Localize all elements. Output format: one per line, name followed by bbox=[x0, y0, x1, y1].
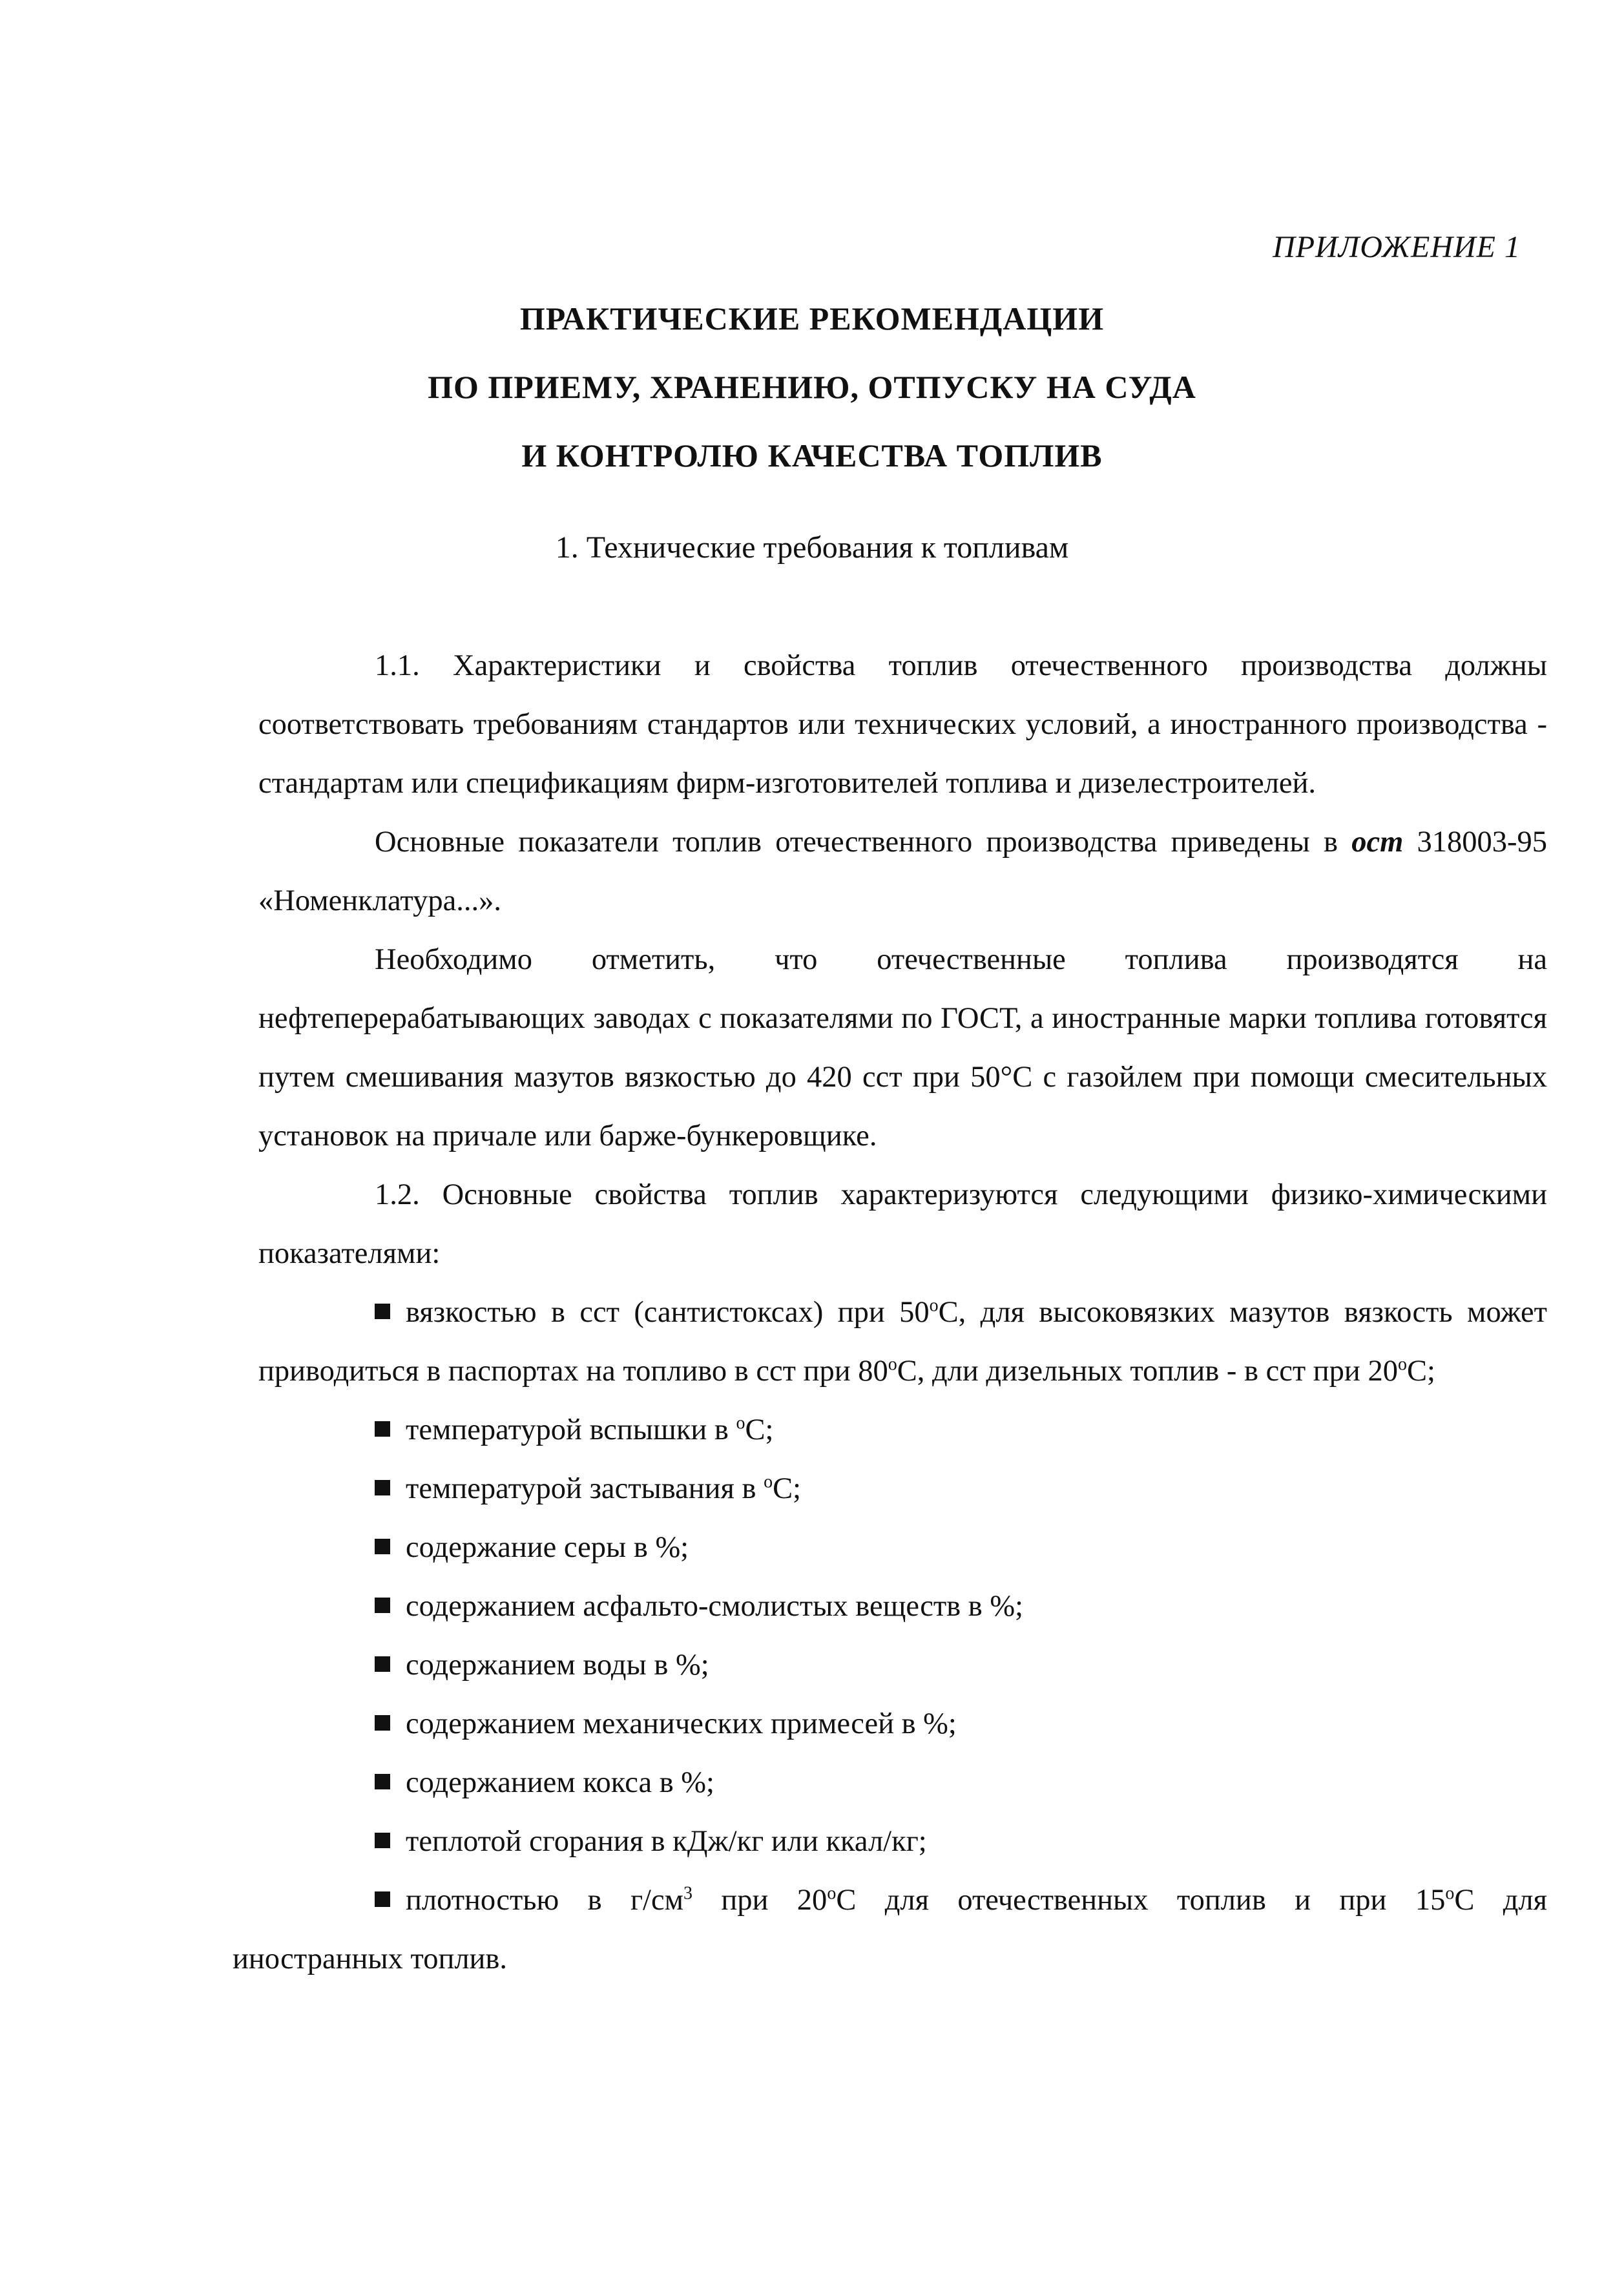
square-bullet-icon bbox=[375, 1480, 390, 1495]
bullet-mechanical-text: содержанием механических примесей в %; bbox=[406, 1707, 957, 1740]
bullet-viscosity-text-b: С, для высоковязких мазутов вязкость может приводиться в паспортах на топливо в сст при 80 bbox=[258, 1296, 1548, 1388]
bullet-density-text-c: С для отечественных топлив и при 15 bbox=[836, 1884, 1446, 1917]
square-bullet-icon bbox=[375, 1833, 390, 1848]
paragraph-necessary: Необходимо отметить, что отечественные топлива производятся на нефтеперерабатывающих заводах с показателями по ГОСТ, а иностранные марки топлива готовятся путем смешивания мазутов вязкостью до 420 сст при 50°С с газойлем при помощи смесительных установок на причале или барже-бункеровщике. bbox=[258, 943, 1547, 1152]
degree-sup: о bbox=[1397, 1354, 1407, 1375]
bullet-sulfur bbox=[258, 1518, 1547, 1577]
bullet-density-text-a: плотностью в г/см bbox=[406, 1884, 684, 1917]
document-title bbox=[0, 284, 1624, 490]
title-line-1: ПРАКТИЧЕСКИЕ РЕКОМЕНДАЦИИ bbox=[519, 300, 1105, 337]
bullet-density-tail: иностранных топлив. bbox=[233, 1942, 507, 1975]
bullet-viscosity-text-d: С; bbox=[1406, 1355, 1435, 1388]
title-line-3: И КОНТРОЛЮ КАЧЕСТВА ТОПЛИВ bbox=[521, 437, 1103, 474]
appendix-label: ПРИЛОЖЕНИЕ 1 bbox=[1273, 230, 1521, 264]
paragraph-1-2: 1.2. Основные свойства топлив характеризуются следующими физико-химическими показателями: bbox=[258, 1178, 1547, 1270]
bullet-pour-point bbox=[258, 1459, 1547, 1518]
bullet-pour-text-b: С; bbox=[773, 1472, 802, 1505]
paragraph-main-text-a: Основные показатели топлив отечественного производства приведены в bbox=[375, 826, 1338, 859]
square-bullet-icon bbox=[375, 1774, 390, 1789]
bullet-density-text-b: при 20 bbox=[692, 1884, 828, 1917]
degree-sup: о bbox=[736, 1413, 745, 1433]
bullet-heat-text: теплотой сгорания в кДж/кг или ккал/кг; bbox=[406, 1825, 927, 1858]
bullet-viscosity-text-a: вязкостью в сст (сантистоксах) при 50 bbox=[406, 1296, 930, 1329]
bullet-density-text-d: С для bbox=[1454, 1884, 1547, 1917]
paragraph-1-1: 1.1. Характеристики и свойства топлив отечественного производства должны соответствовать требованиям стандартов или технических условий, а иностранного производства - стандартам или спецификациям фирм-изготовителей топлива и дизелестроителей. bbox=[258, 649, 1547, 800]
degree-sup: о bbox=[827, 1883, 837, 1904]
bullet-mechanical bbox=[258, 1694, 1547, 1753]
square-bullet-icon bbox=[375, 1891, 390, 1907]
bullet-sulfur-text: содержание серы в %; bbox=[406, 1531, 689, 1564]
bullet-asphalt-text: содержанием асфальто-смолистых веществ в %; bbox=[406, 1590, 1023, 1623]
paragraph-main-text-b: 318003-95 «Номенклатура...». bbox=[258, 826, 1548, 917]
bullet-heat bbox=[258, 1812, 1547, 1871]
bullet-water bbox=[258, 1636, 1547, 1694]
square-bullet-icon bbox=[375, 1598, 390, 1613]
paragraph-main-mark: ост bbox=[1351, 826, 1404, 859]
document-body bbox=[233, 636, 1548, 1988]
degree-sup: о bbox=[764, 1472, 773, 1492]
bullet-density bbox=[258, 1871, 1547, 1930]
title-line-2: ПО ПРИЕМУ, ХРАНЕНИЮ, ОТПУСКУ НА СУДА bbox=[428, 369, 1196, 405]
bullet-viscosity bbox=[258, 1283, 1547, 1401]
degree-sup: о bbox=[888, 1354, 897, 1375]
bullet-asphalt bbox=[258, 1577, 1547, 1636]
bullet-coke bbox=[258, 1753, 1547, 1812]
square-bullet-icon bbox=[375, 1421, 390, 1437]
degree-sup: о bbox=[1445, 1883, 1455, 1904]
bullet-pour-text-a: температурой застывания в bbox=[406, 1472, 764, 1505]
bullet-water-text: содержанием воды в %; bbox=[406, 1649, 709, 1682]
bullet-coke-text: содержанием кокса в %; bbox=[406, 1766, 714, 1799]
square-bullet-icon bbox=[375, 1304, 390, 1319]
square-bullet-icon bbox=[375, 1539, 390, 1554]
cubic-sup: 3 bbox=[683, 1883, 693, 1904]
paragraph-main-indicators bbox=[258, 813, 1547, 930]
bullet-flash-text-a: температурой вспышки в bbox=[406, 1413, 736, 1446]
section-heading: 1. Технические требования к топливам bbox=[555, 530, 1069, 565]
degree-sup: о bbox=[929, 1295, 939, 1316]
square-bullet-icon bbox=[375, 1715, 390, 1731]
bullet-flash-text-b: С; bbox=[745, 1413, 774, 1446]
bullet-flash-point bbox=[258, 1401, 1547, 1459]
bullet-viscosity-text-c: С, дли дизельных топлив - в сст при 20 bbox=[897, 1355, 1398, 1388]
square-bullet-icon bbox=[375, 1656, 390, 1672]
